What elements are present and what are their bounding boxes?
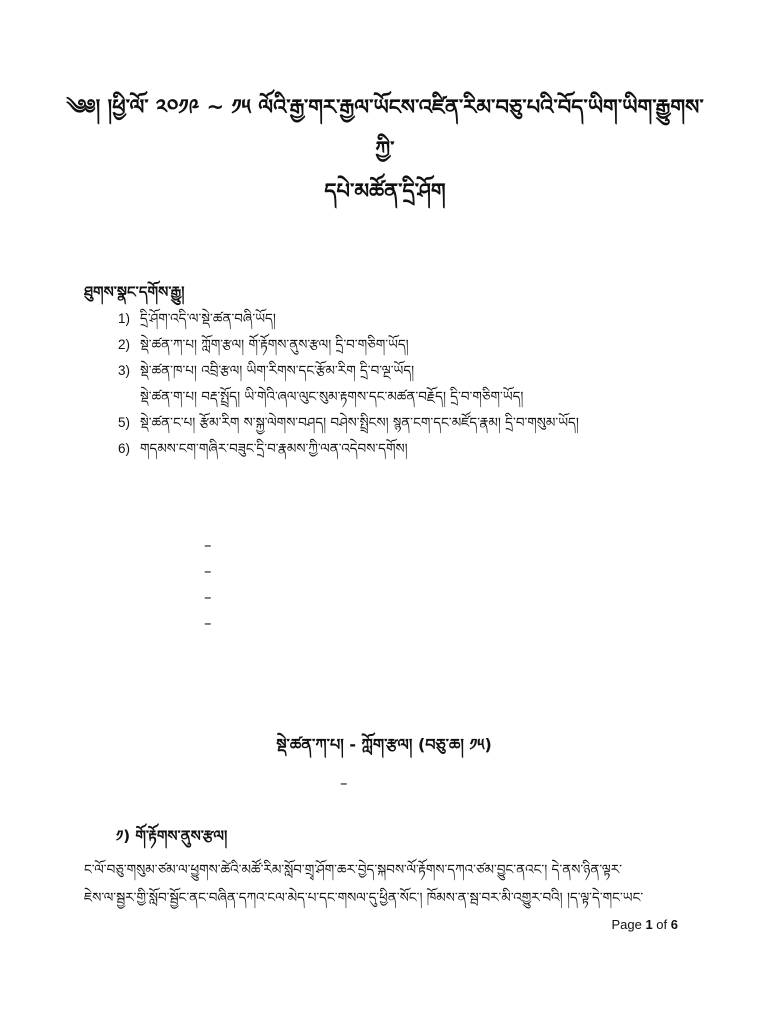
instruction-item: སྡེ་ཚན་ག་པ། བརྡ་སྤྲོད། ཡི་གེའི་ཞལ་ལུང་སུམ་རྟགས་དང་མཚན་བརྗོད། དྲི་བ་གཅིག་ཡོད། (140, 389, 524, 405)
current-page: 1 (645, 917, 653, 932)
document-title (60, 86, 710, 212)
body-line: ང་ལོ་བཅུ་གསུམ་ཙམ་ལ་ཕྱུགས་ཚེའི་མཚོ་རིམ་སློབ་གྲྭ་ཤོག་ཆར་བྱེད་སྐབས་ལོ་རྟོགས་དཀའ་ཙམ་བྱུང་ནའང་། དེ་ནས་ཉིན་ལྟར་ (84, 862, 623, 878)
instruction-item: 3) སྡེ་ཚན་ཁ་པ། འབྲི་རྩལ། ཡིག་རིགས་དང་རྩོམ་རིག དྲི་བ་ལྔ་ཡོད། (118, 363, 415, 379)
instruction-item: 2) སྡེ་ཚན་ཀ་པ། ཀློག་རྩལ། གོ་རྟོགས་ནུས་རྩལ། དྲི་བ་གཅིག་ཡོད། (118, 337, 409, 353)
dash-item: – (204, 536, 212, 554)
title-line-1: ༄༅། །ཕྱི་ལོ་ ༢༠༡༩ ~ ༡༥ ལོའི་རྒྱ་གར་རྒྱལ་ཡོངས་འཛིན་རིམ་བཅུ་པའི་བོད་ཡིག་ཡིག་རྒྱུགས་ཀྱི་ (66, 95, 704, 161)
page-number: Page 1 of 6 (611, 917, 678, 932)
section-a-title: སྡེ་ཚན་ཀ་པ། - ཀློག་རྩལ། (བཅུ་ཆ། ༡༥) (276, 735, 492, 754)
dash-item: – (204, 562, 212, 580)
instruction-item: 1) དྲི་ཤོག་འདི་ལ་སྡེ་ཚན་བཞི་ཡོད། (118, 311, 276, 327)
dash-item: – (340, 774, 348, 792)
dash-list (204, 532, 212, 636)
instructions-list (118, 306, 738, 462)
question-1-heading: ༡) གོ་རྟོགས་ནུས་རྩལ། (116, 827, 228, 845)
instruction-item: 6) གདམས་ངག་གཞིར་བཟུང་དྲི་བ་རྣམས་ཀྱི་ལན་འདེབས་དགོས། (118, 441, 408, 457)
total-pages: 6 (670, 917, 678, 932)
title-line-2: དཔེ་མཚོན་དྲི་ཤོག (324, 179, 446, 203)
instruction-item: 5) སྡེ་ཚན་ང་པ། རྩོམ་རིག ས་སྐྱ་ལེགས་བཤད། བཤེས་སྤྲིངས། སྙན་ངག་དང་མཛོད་རྣམ། དྲི་བ་གསུམ་ཡོད། (118, 415, 579, 431)
instructions-heading: ཐུགས་སྣང་དགོས་རྒྱུ། (84, 283, 185, 301)
body-line: ཇེས་ལ་སྦྱར་གྱི་སློབ་སྦྱོང་ནང་བཞིན་དཀའ་ངལ་མེད་པ་དང་གསལ་དུ་ཕྱིན་སོང་། ཁོམས་ན་སྦ་བར་མི་འགྱུར་བའི། །ད་ལྟ་དེ་གང་ཡང་ (84, 890, 644, 906)
dash-item: – (204, 614, 212, 632)
dash-item: – (204, 588, 212, 606)
body-paragraph (84, 856, 712, 912)
